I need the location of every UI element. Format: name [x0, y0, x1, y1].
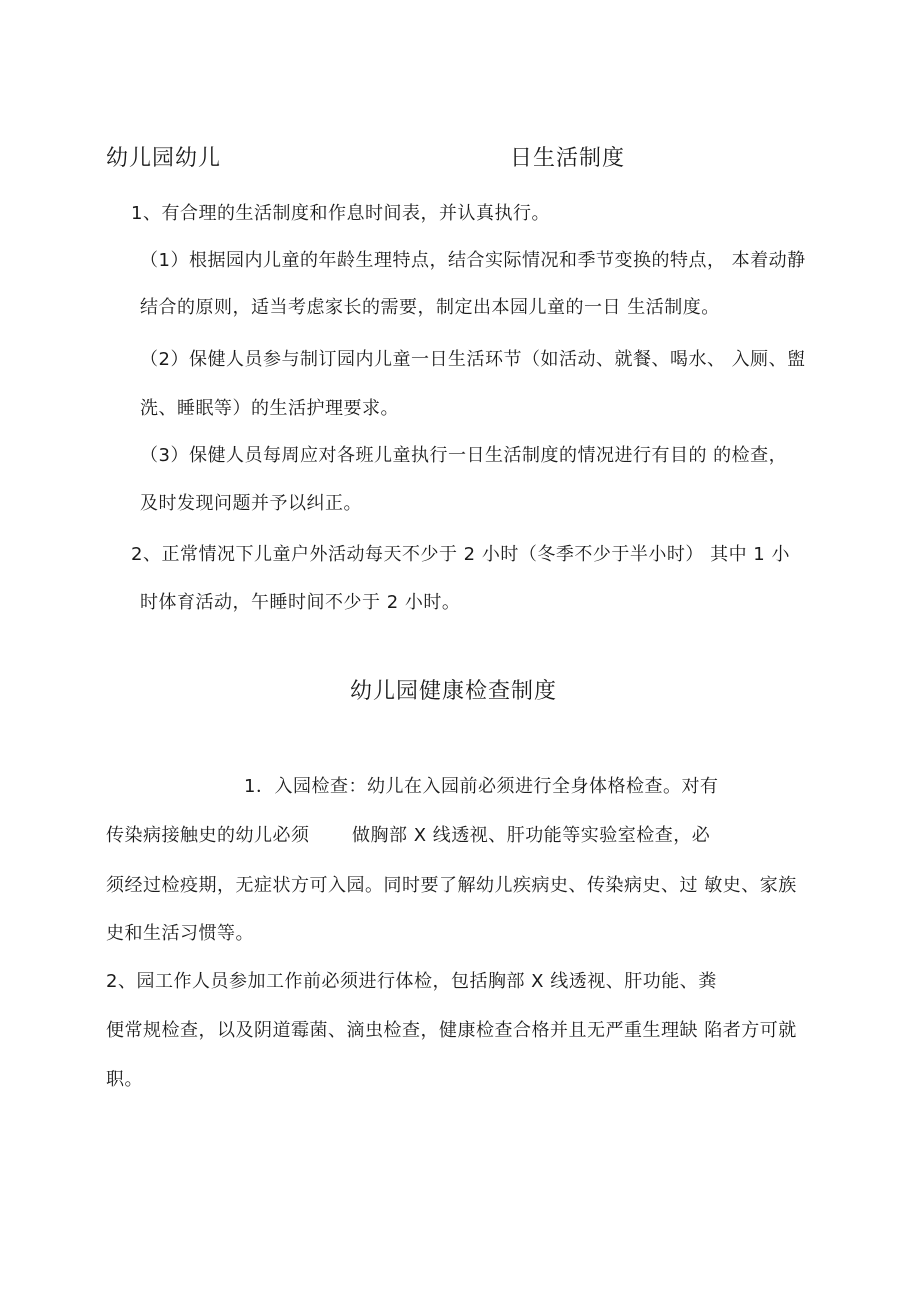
section2-item1-line1: 1．入园检查：幼儿在入园前必须进行全身体格检查。对有: [244, 776, 719, 797]
section2-item1-line4: 史和生活习惯等。: [106, 923, 254, 944]
section1-title-left: 幼儿园幼儿: [106, 146, 222, 171]
section2-item1-line3: 须经过检疫期，无症状方可入园。同时要了解幼儿疾病史、传染病史、过 敏史、家族: [106, 875, 797, 896]
section2-item1-line2a: 传染病接触史的幼儿必须: [106, 825, 310, 846]
section1-item2-line1: 2、正常情况下儿童户外活动每天不少于 2 小时（冬季不少于半小时） 其中 1 小: [131, 544, 790, 565]
section2-item2-line2: 便常规检查，以及阴道霉菌、滴虫检查，健康检查合格并且无严重生理缺 陷者方可就: [106, 1020, 797, 1041]
section2-item2-line3: 职。: [106, 1069, 143, 1090]
section2-item2-line1: 2、园工作人员参加工作前必须进行体检，包括胸部 X 线透视、肝功能、粪: [106, 971, 717, 992]
section1-sub1-line2: 结合的原则，适当考虑家长的需要，制定出本园儿童的一日 生活制度。: [140, 297, 720, 318]
section1-sub3-line1: （3）保健人员每周应对各班儿童执行一日生活制度的情况进行有目的 的检查，: [140, 445, 788, 466]
section1-sub2-line1: （2）保健人员参与制订园内儿童一日生活环节（如活动、就餐、喝水、 入厕、盥: [140, 349, 806, 370]
section1-title-right: 日生活制度: [510, 146, 626, 171]
section2-title: 幼儿园健康检查制度: [350, 679, 558, 704]
section1-item1: 1、有合理的生活制度和作息时间表，并认真执行。: [131, 203, 550, 224]
section1-sub2-line2: 洗、睡眠等）的生活护理要求。: [140, 398, 399, 419]
section2-item1-line2b: 做胸部 X 线透视、肝功能等实验室检查，必: [352, 825, 711, 846]
section1-sub3-line2: 及时发现问题并予以纠正。: [140, 493, 362, 514]
section1-sub1-line1: （1）根据园内儿童的年龄生理特点，结合实际情况和季节变换的特点， 本着动静: [140, 250, 806, 271]
section1-item2-line2: 时体育活动，午睡时间不少于 2 小时。: [140, 592, 461, 613]
